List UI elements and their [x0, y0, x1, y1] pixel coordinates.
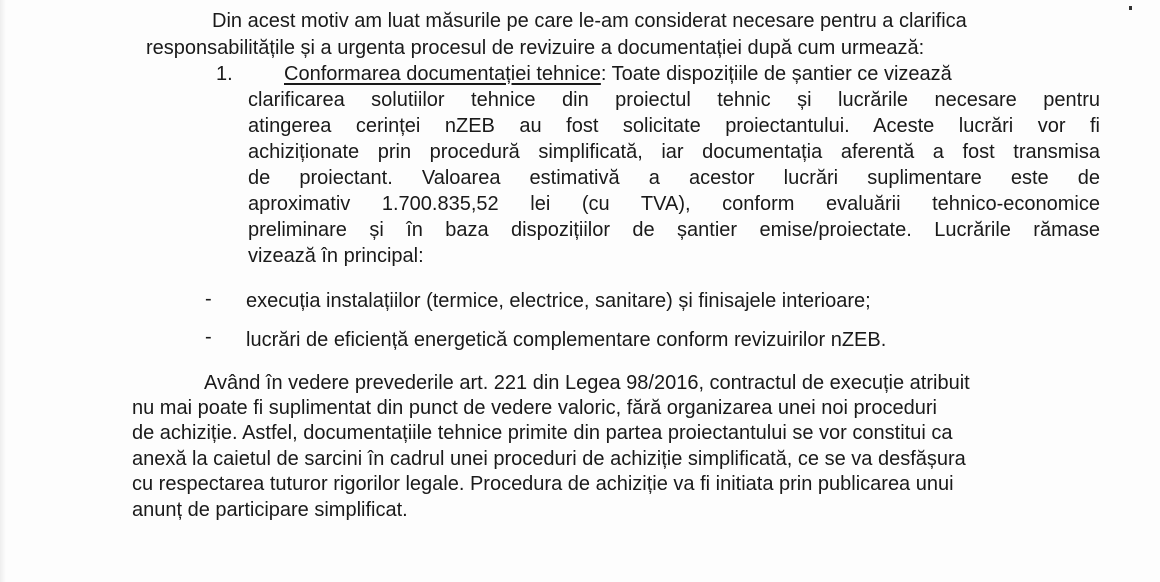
item-1-line-1-rest: : Toate dispozițiile de șantier ce vizează: [600, 63, 952, 85]
item-1-line-1: [284, 63, 952, 85]
intro-line-1: Din acest motiv am luat măsurile pe care le-am considerat necesare pentru a clarifica: [212, 10, 967, 32]
list-number: 1.: [216, 63, 233, 85]
bullet-marker: -: [205, 288, 212, 310]
item-1-line-2: clarificarea solutiilor tehnice din proiectul tehnic și lucrările necesare pentru: [248, 89, 1100, 111]
item-1-line-6: aproximativ 1.700.835,52 lei (cu TVA), conform evaluării tehnico-economice: [248, 193, 1100, 215]
scan-mark: [1129, 6, 1132, 10]
item-1-line-4: achiziționate prin procedură simplificată, iar documentația aferentă a fost transmisa: [248, 141, 1100, 163]
intro-line-2: responsabilitățile și a urgenta procesul de revizuire a documentației după cum urmează:: [146, 37, 925, 59]
item-1-line-3: atingerea cerinței nZEB au fost solicitate proiectantului. Aceste lucrări vor fi: [248, 115, 1100, 137]
bullet-marker: -: [205, 326, 212, 348]
closing-line-2: nu mai poate fi suplimentat din punct de vedere valoric, fără organizarea unei noi proceduri: [132, 397, 937, 419]
closing-line-3: de achiziție. Astfel, documentațiile tehnice primite din partea proiectantului se vor constitui ca: [132, 422, 953, 444]
closing-line-4: anexă la caietul de sarcini în cadrul unei proceduri de achiziție simplificată, ce se va desfășura: [132, 448, 966, 470]
bullet-item-2: lucrări de eficiență energetică complementare conform revizuirilor nZEB.: [246, 329, 887, 351]
closing-line-6: anunț de participare simplificat.: [132, 499, 408, 521]
scan-edge: [0, 0, 6, 582]
item-1-title: Conformarea documentației tehnice: [284, 63, 601, 85]
bullet-item-1: execuția instalațiilor (termice, electrice, sanitare) și finisajele interioare;: [246, 290, 871, 312]
item-1-line-8: vizează în principal:: [248, 245, 424, 267]
closing-line-5: cu respectarea tuturor rigorilor legale. Procedura de achiziție va fi initiata prin publicarea unui: [132, 473, 954, 495]
item-1-line-7: preliminare și în baza dispozițiilor de șantier emise/proiectate. Lucrările rămase: [248, 219, 1100, 241]
closing-line-1: Având în vedere prevederile art. 221 din Legea 98/2016, contractul de execuție atribuit: [204, 372, 970, 394]
item-1-line-5: de proiectant. Valoarea estimativă a acestor lucrări suplimentare este de: [248, 167, 1100, 189]
